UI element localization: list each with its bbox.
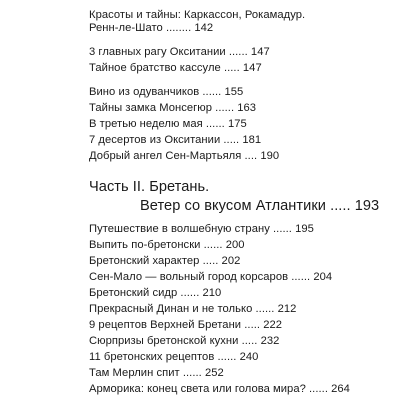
toc-entry: 9 рецептов Верхней Бретани ..... 222 bbox=[89, 319, 283, 331]
toc-entry: Красоты и тайны: Каркассон, Рокамадур. bbox=[89, 9, 306, 21]
toc-entry: Тайны замка Монсегюр ...... 163 bbox=[89, 102, 257, 114]
toc-entry: 11 бретонских рецептов ...... 240 bbox=[89, 351, 259, 363]
toc-entry: Там Мерлин спит ...... 252 bbox=[89, 367, 224, 379]
part-subtitle: Ветер со вкусом Атлантики ..... 193 bbox=[140, 198, 380, 214]
toc-entry: Выпить по-бретонски ...... 200 bbox=[89, 239, 245, 251]
toc-entry: Арморика: конец света или голова мира? ...... 264 bbox=[89, 383, 350, 395]
toc-entry: 3 главных рагу Окситании ...... 147 bbox=[89, 46, 270, 58]
part-title: Часть II. Бретань. bbox=[89, 179, 210, 195]
toc-entry: Бретонский характер ..... 202 bbox=[89, 255, 241, 267]
toc-entry: Вино из одуванчиков ...... 155 bbox=[89, 86, 244, 98]
toc-entry: Бретонский сидр ...... 210 bbox=[89, 287, 222, 299]
toc-entry: Прекрасный Динан и не только ...... 212 bbox=[89, 303, 297, 315]
toc-entry: Путешествие в волшебную страну ...... 195 bbox=[89, 223, 314, 235]
toc-entry: В третью неделю мая ...... 175 bbox=[89, 118, 247, 130]
toc-entry: Ренн-ле-Шато ........ 142 bbox=[89, 22, 214, 34]
toc-entry: Сен-Мало — вольный город корсаров ...... 204 bbox=[89, 271, 333, 283]
toc-entry: Сюрпризы бретонской кухни ..... 232 bbox=[89, 335, 280, 347]
toc-entry: 7 десертов из Окситании ..... 181 bbox=[89, 134, 262, 146]
toc-entry: Тайное братство кассуле ..... 147 bbox=[89, 62, 262, 74]
toc-entry: Добрый ангел Сен-Мартьяля .... 190 bbox=[89, 150, 280, 162]
